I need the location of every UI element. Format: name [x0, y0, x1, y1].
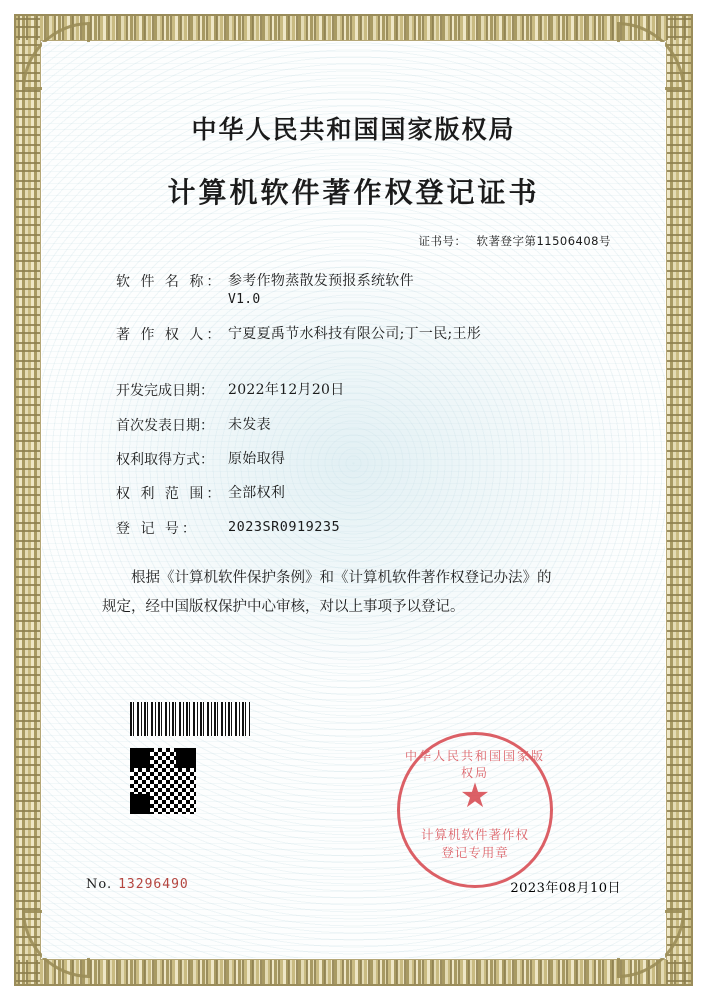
field-value: 原始取得	[228, 451, 286, 468]
field-label: 登 记 号：	[116, 520, 199, 537]
certificate-number-label: 证书号：	[418, 234, 467, 248]
field-value: 2022年12月20日	[228, 382, 345, 399]
field-value: 宁夏夏禹节水科技有限公司;丁一民;王彤	[228, 326, 482, 343]
certificate-footer	[86, 877, 621, 896]
field-value	[228, 271, 414, 310]
field-rights-scope	[116, 483, 621, 503]
serial-number	[86, 877, 189, 896]
issue-date: 2023年08月10日	[510, 881, 621, 896]
certificate-title: 计算机软件著作权登记证书	[167, 176, 540, 209]
seal-line-1: 计算机软件著作权	[420, 827, 529, 842]
serial-number-value: 13296490	[118, 877, 189, 892]
legal-statement-line-1: 根据《计算机软件保护条例》和《计算机软件著作权登记办法》的	[131, 569, 552, 586]
field-software-name	[116, 271, 621, 310]
legal-statement-line-2: 规定，经中国版权保护中心审核，对以上事项予以登记。	[102, 598, 465, 615]
field-list	[86, 271, 621, 538]
certificate-number-value: 软著登字第11506408号	[476, 234, 611, 248]
field-first-publication-date	[116, 415, 621, 435]
spacer	[116, 358, 621, 380]
official-seal	[397, 732, 553, 888]
greek-key-pattern-left	[16, 16, 40, 984]
field-label: 权 利 范 围：	[116, 486, 224, 503]
certificate-number	[86, 233, 621, 249]
field-value-text: 参考作物蒸散发预报系统软件	[228, 273, 414, 289]
field-value: 未发表	[228, 416, 271, 433]
field-value: 全部权利	[228, 485, 286, 502]
field-registration-number	[116, 518, 621, 538]
field-copyright-owner	[116, 324, 621, 344]
field-label: 权利取得方式：	[116, 452, 214, 469]
legal-statement	[86, 564, 621, 622]
certificate-paper	[42, 42, 665, 958]
field-label: 著 作 权 人：	[116, 327, 224, 344]
greek-key-pattern-top	[16, 16, 691, 40]
qr-code-icon	[130, 748, 196, 814]
star-icon: ★	[459, 776, 491, 816]
field-label: 开发完成日期：	[116, 383, 214, 400]
barcode-icon	[130, 702, 250, 736]
field-label: 软 件 名 称：	[116, 274, 224, 290]
field-value: 2023SR0919235	[228, 518, 341, 535]
field-acquisition-method	[116, 449, 621, 469]
field-label: 首次发表日期：	[116, 417, 214, 434]
seal-line-2: 登记专用章	[441, 845, 509, 860]
issuer-title: 中华人民共和国国家版权局	[191, 115, 516, 144]
seal-arc-text: 中华人民共和国国家版权局	[404, 749, 545, 780]
greek-key-pattern-right	[667, 16, 691, 984]
code-group	[130, 702, 250, 814]
serial-number-label: No.	[86, 877, 113, 892]
greek-key-pattern-bottom	[16, 960, 691, 984]
field-development-date	[116, 380, 621, 400]
field-value-version: V1.0	[228, 292, 261, 308]
certificate-content	[42, 42, 665, 958]
